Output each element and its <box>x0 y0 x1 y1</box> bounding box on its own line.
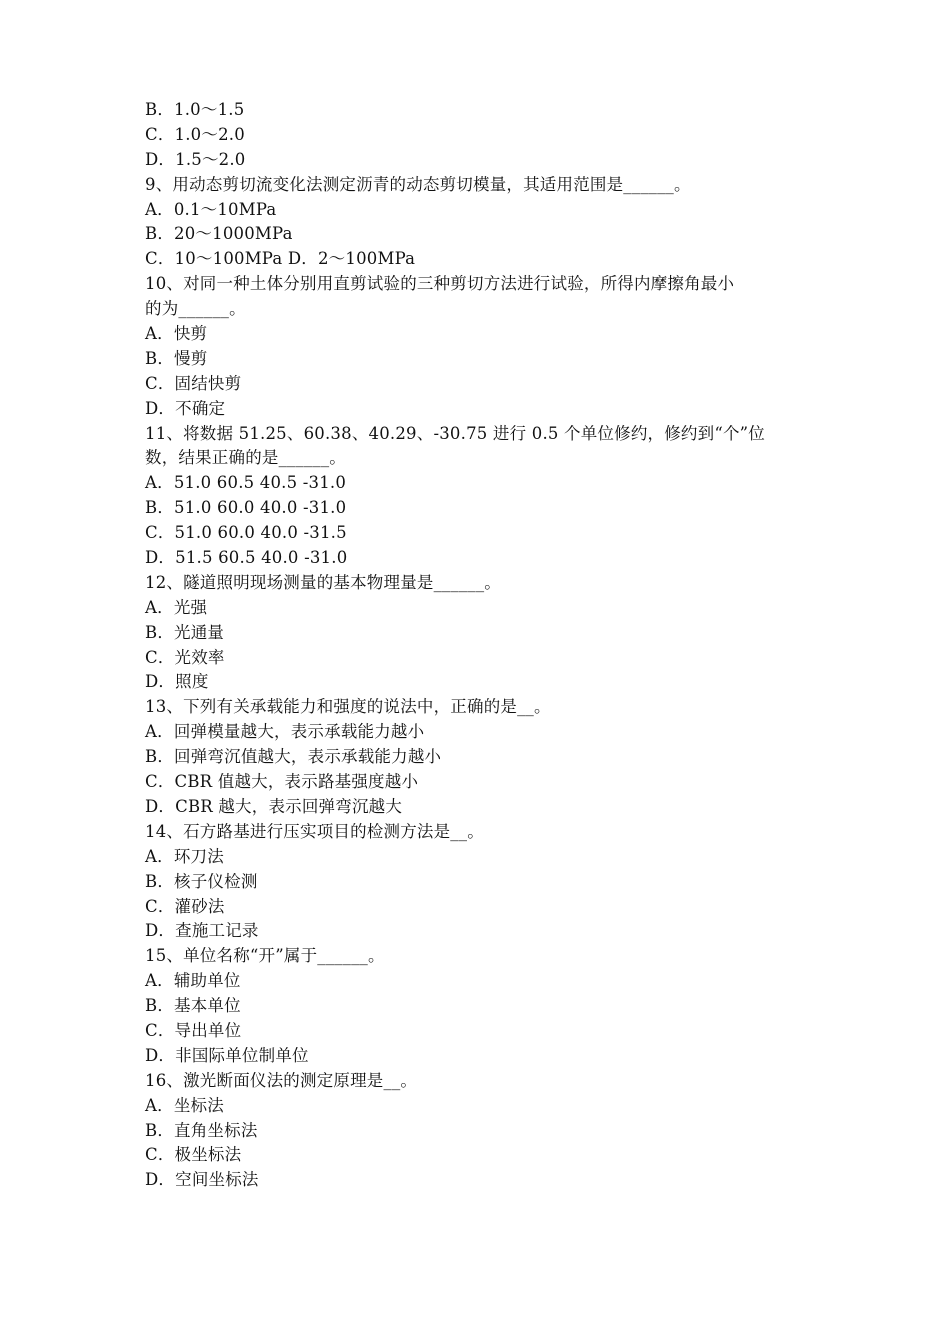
answer-option: B．光通量 <box>145 622 225 642</box>
answer-option: A．回弹模量越大，表示承载能力越小 <box>145 722 425 742</box>
answer-option: A．坐标法 <box>145 1095 224 1115</box>
question-text: 16、激光断面仪法的测定原理是__。 <box>145 1070 418 1090</box>
answer-option: B．核子仪检测 <box>145 871 258 891</box>
answer-option: C．导出单位 <box>145 1020 242 1040</box>
answer-option: C．固结快剪 <box>145 373 242 393</box>
answer-option: C．1.0～2.0 <box>145 124 245 144</box>
question-text-continued: 数，结果正确的是______。 <box>145 448 346 468</box>
answer-option: D．不确定 <box>145 398 226 418</box>
answer-option: B．直角坐标法 <box>145 1120 258 1140</box>
answer-option: A．快剪 <box>145 324 208 344</box>
answer-option: D．查施工记录 <box>145 921 259 941</box>
question-text: 12、隧道照明现场测量的基本物理量是______。 <box>145 572 501 592</box>
answer-option: C．灌砂法 <box>145 896 225 916</box>
question-text: 15、单位名称“开”属于______。 <box>145 946 385 966</box>
answer-option: A．51.0 60.5 40.5 -31.0 <box>145 473 347 493</box>
answer-option: C．51.0 60.0 40.0 -31.5 <box>145 523 347 543</box>
answer-option: D．1.5～2.0 <box>145 149 246 169</box>
question-text: 9、用动态剪切流变化法测定沥青的动态剪切模量，其适用范围是______。 <box>145 174 691 194</box>
answer-option: C．极坐标法 <box>145 1145 242 1165</box>
answer-option: A．光强 <box>145 597 208 617</box>
question-text: 14、石方路基进行压实项目的检测方法是__。 <box>145 821 484 841</box>
answer-option: A．辅助单位 <box>145 971 241 991</box>
question-text-continued: 的为______。 <box>145 299 246 319</box>
answer-option: D．CBR 越大，表示回弹弯沉越大 <box>145 796 403 816</box>
answer-option: D．非国际单位制单位 <box>145 1045 309 1065</box>
question-text: 10、对同一种土体分别用直剪试验的三种剪切方法进行试验，所得内摩擦角最小 <box>145 274 735 294</box>
answer-option: D．空间坐标法 <box>145 1170 259 1190</box>
answer-option: C．CBR 值越大，表示路基强度越小 <box>145 772 419 792</box>
answer-option: C．10～100MPa D．2～100MPa <box>145 249 416 269</box>
answer-option: D．照度 <box>145 672 209 692</box>
document-page <box>145 98 815 1193</box>
answer-option: B．慢剪 <box>145 348 208 368</box>
answer-option: B．1.0～1.5 <box>145 100 245 119</box>
answer-option: A．0.1～10MPa <box>145 199 277 219</box>
answer-option: A．环刀法 <box>145 846 224 866</box>
question-text: 13、下列有关承载能力和强度的说法中，正确的是__。 <box>145 697 551 717</box>
question-text: 11、将数据 51.25、60.38、40.29、-30.75 进行 0.5 个单位修约，修约到“个”位 <box>145 423 766 443</box>
answer-option: B．51.0 60.0 40.0 -31.0 <box>145 498 347 518</box>
answer-option: B．回弹弯沉值越大，表示承载能力越小 <box>145 747 442 767</box>
answer-option: B．20～1000MPa <box>145 224 293 244</box>
answer-option: B．基本单位 <box>145 996 241 1016</box>
answer-option: C．光效率 <box>145 647 225 667</box>
answer-option: D．51.5 60.5 40.0 -31.0 <box>145 548 348 568</box>
